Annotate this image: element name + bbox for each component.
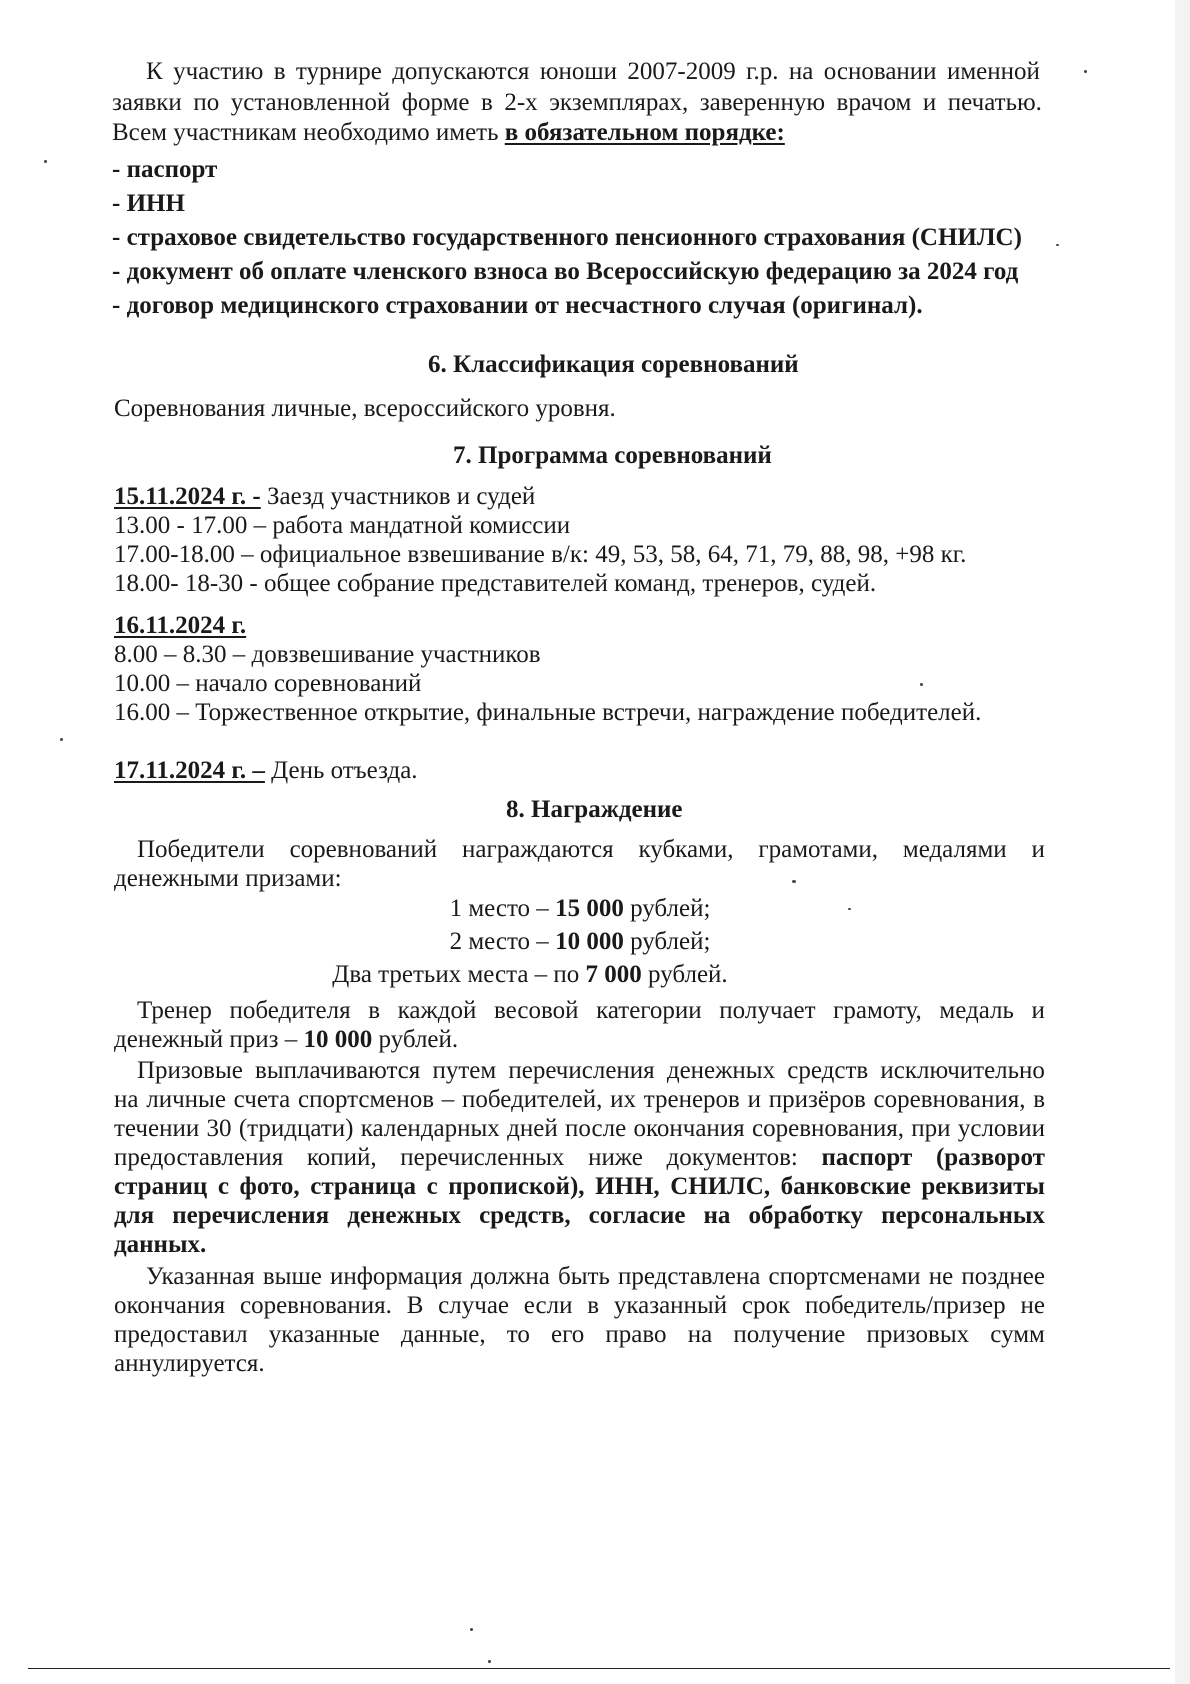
coach-prize-label: денежный приз –: [114, 1026, 304, 1053]
word: награждаются: [462, 836, 614, 863]
word: его: [551, 1321, 585, 1348]
word: В: [406, 1292, 424, 1319]
word: предоставления: [114, 1144, 284, 1171]
word: победителя: [229, 997, 351, 1024]
word: спортсменами: [768, 1263, 921, 1290]
prize-first-suffix: рублей;: [623, 895, 711, 922]
coach-line-2: [114, 1025, 458, 1055]
word: пропиской),: [448, 1173, 585, 1200]
word: календарных: [360, 1115, 500, 1142]
scan-speck: [1084, 70, 1087, 73]
word: предоставил: [114, 1321, 248, 1348]
awards-line-1: [137, 835, 1045, 865]
word: если: [523, 1292, 573, 1319]
word: допускаются: [392, 58, 530, 85]
deadline-line-4: аннулируется.: [114, 1350, 265, 1377]
awards-line-2: денежными призами:: [114, 865, 342, 892]
day-2-date: 16.11.2024 г.: [114, 612, 247, 639]
word: персональных: [881, 1202, 1045, 1229]
word: в: [587, 1292, 600, 1319]
prize-third-label: Два третьих места – по: [332, 961, 586, 988]
word: и: [747, 1086, 761, 1113]
word: на: [687, 1321, 713, 1348]
word: исключительно: [880, 1057, 1045, 1084]
word: денежных: [666, 1057, 776, 1084]
scan-speck: [488, 1660, 491, 1663]
document-item-insurance: - договор медицинского страховании от несчастного случая (оригинал).: [112, 292, 923, 319]
word: фото,: [239, 1173, 300, 1200]
word: должна: [470, 1263, 550, 1290]
word: соревнований: [289, 836, 438, 863]
word: К: [146, 58, 163, 85]
word: перечисления: [508, 1057, 655, 1084]
day-1-item: 17.00-18.00 – официальное взвешивание в/к: 49, 53, 58, 64, 71, 79, 88, 98, +98 кг.: [114, 541, 967, 568]
day-2-item: 16.00 – Торжественное открытие, финальные встречи, награждение победителей.: [114, 699, 982, 726]
word: течении: [114, 1115, 200, 1142]
word: ниже: [588, 1144, 643, 1171]
word: турнире: [295, 58, 382, 85]
prize-third-amount: 7 000: [585, 961, 642, 988]
document-item-snils: - страховое свидетельство государственного пенсионного страхования (СНИЛС): [112, 224, 1022, 251]
day-3-note: День отъезда.: [264, 757, 418, 784]
word: грамоту,: [833, 997, 922, 1024]
word: кубками,: [638, 836, 734, 863]
payment-line-4: [114, 1143, 1045, 1173]
prize-second: [380, 927, 780, 957]
word: указанные: [268, 1321, 380, 1348]
word: сумм: [990, 1321, 1045, 1348]
word: выше: [262, 1263, 322, 1290]
word: –: [441, 1086, 455, 1113]
word: форме: [401, 89, 470, 116]
deadline-line-2: [114, 1291, 1045, 1321]
scan-speck: [792, 880, 796, 883]
document-item-passport: - паспорт: [112, 156, 218, 183]
section-6-heading: 6. Классификация соревнований: [428, 351, 799, 378]
word: медаль: [939, 997, 1014, 1024]
word: 2007-2009: [627, 58, 736, 85]
word: дней: [507, 1115, 558, 1142]
payment-line-7: данных.: [114, 1231, 207, 1258]
word: обработку: [748, 1202, 864, 1229]
day-2-item: 8.00 – 8.30 – довзвешивание участников: [114, 641, 541, 668]
word: экземплярах,: [549, 89, 689, 116]
section-7-heading: 7. Программа соревнований: [453, 442, 772, 469]
document-item-fee: - документ об оплате членского взноса во Всероссийскую федерацию за 2024 год: [112, 258, 1019, 285]
word: основании: [823, 58, 937, 85]
day-2-item: 10.00 – начало соревнований: [114, 670, 422, 697]
word: печатью.: [947, 89, 1042, 116]
prize-first-amount: 15 000: [555, 895, 624, 922]
word: Призовые: [137, 1057, 243, 1084]
word: банковские: [780, 1173, 911, 1200]
intro-line-2: [112, 88, 1042, 118]
payment-line-2: [114, 1085, 1045, 1115]
intro-line-3: [112, 118, 785, 148]
section-6-text: Соревнования личные, всероссийского уровня.: [114, 395, 616, 422]
page-edge: [1175, 0, 1190, 1684]
day-1-note: Заезд участников и судей: [260, 483, 536, 510]
word: юноши: [539, 58, 617, 85]
coach-prize-suffix: рублей.: [372, 1026, 459, 1053]
bottom-rule: [28, 1668, 1170, 1669]
word: медалями: [902, 836, 1007, 863]
word: согласие: [588, 1202, 686, 1229]
word: для: [114, 1202, 155, 1229]
word: ИНН,: [595, 1173, 660, 1200]
document-item-inn: - ИНН: [112, 190, 185, 217]
word: реквизиты: [921, 1173, 1045, 1200]
word: именной: [946, 58, 1040, 85]
word: на: [788, 58, 814, 85]
word-bold: паспорт: [821, 1144, 913, 1171]
word: заявки: [112, 89, 182, 116]
word: указанный: [613, 1292, 728, 1319]
word: с: [217, 1173, 229, 1200]
word: на: [703, 1202, 731, 1229]
scan-speck: [848, 908, 851, 910]
word: после: [565, 1115, 627, 1142]
word: то: [506, 1321, 530, 1348]
word: перечисления: [172, 1202, 330, 1229]
day-3-date: 17.11.2024 г. –: [114, 757, 265, 784]
word: соревнования.: [239, 1292, 392, 1319]
word: средств,: [479, 1202, 571, 1229]
word: представлена: [618, 1263, 761, 1290]
word: перечисленных: [400, 1144, 565, 1171]
word: 2-х: [504, 89, 538, 116]
prize-third: [280, 960, 780, 990]
word: Тренер: [137, 997, 212, 1024]
scan-speck: [470, 1628, 473, 1631]
day-1-item: 18.00- 18-30 - общее собрание представителей команд, тренеров, судей.: [114, 570, 877, 597]
word: врачом: [836, 89, 912, 116]
word: и: [922, 89, 937, 116]
word: соревнования,: [752, 1115, 904, 1142]
section-8-heading: 8. Награждение: [506, 796, 683, 823]
word: случае: [438, 1292, 510, 1319]
prize-first: [380, 894, 780, 924]
day-1-date: 15.11.2024 г. -: [114, 483, 261, 510]
word: категории: [596, 997, 702, 1024]
word: выплачиваются: [255, 1057, 421, 1084]
payment-line-6: [114, 1201, 1045, 1231]
word: и: [1031, 836, 1045, 863]
word: средств: [787, 1057, 869, 1084]
mandatory-emphasis: в обязательном порядке:: [504, 119, 785, 146]
word: в: [368, 997, 381, 1024]
prize-second-suffix: рублей;: [623, 928, 711, 955]
coach-line-1: [137, 996, 1045, 1026]
word: по: [193, 89, 220, 116]
day-1-item: 13.00 - 17.00 – работа мандатной комиссии: [114, 512, 571, 539]
word: призовых: [866, 1321, 970, 1348]
intro-line-3-text: Всем участникам необходимо иметь: [112, 119, 505, 146]
word: денежных: [347, 1202, 462, 1229]
scan-speck: [44, 160, 47, 163]
scan-speck: [920, 683, 923, 686]
word: данные,: [400, 1321, 486, 1348]
word: страница: [310, 1173, 417, 1200]
day-3-header: [114, 756, 418, 786]
word: заверенную: [699, 89, 826, 116]
word: каждой: [397, 997, 477, 1024]
word: счета: [233, 1086, 291, 1113]
word: срок: [741, 1292, 791, 1319]
word: победителей,: [462, 1086, 603, 1113]
word: призёров: [768, 1086, 866, 1113]
word: соревнования,: [873, 1086, 1026, 1113]
word: в: [481, 89, 493, 116]
word: Победители: [137, 836, 265, 863]
word: Указанная: [146, 1263, 255, 1290]
word: при: [911, 1115, 951, 1142]
word: и: [1031, 997, 1045, 1024]
word: личные: [146, 1086, 226, 1113]
word: информация: [329, 1263, 463, 1290]
word: СНИЛС,: [670, 1173, 771, 1200]
payment-line-5: [114, 1172, 1045, 1202]
word: получает: [719, 997, 816, 1024]
word: грамотами,: [758, 836, 878, 863]
word: быть: [558, 1263, 610, 1290]
word: победитель/призер: [804, 1292, 1006, 1319]
word: не: [1020, 1292, 1045, 1319]
word: получение: [733, 1321, 846, 1348]
payment-line-1: [137, 1056, 1045, 1086]
word: окончания: [114, 1292, 226, 1319]
prize-third-suffix: рублей.: [641, 961, 728, 988]
word: их: [610, 1086, 637, 1113]
word: на: [114, 1086, 139, 1113]
word: условии: [957, 1115, 1045, 1142]
word: копий,: [306, 1144, 377, 1171]
word: г.р.: [746, 58, 779, 85]
deadline-line-1: [146, 1262, 1045, 1292]
word: участию: [173, 58, 264, 85]
prize-first-label: 1 место –: [449, 895, 556, 922]
word: в: [1033, 1086, 1045, 1113]
word: спортсменов: [297, 1086, 435, 1113]
day-1-header: [114, 482, 535, 512]
payment-line-3: [114, 1114, 1045, 1144]
deadline-line-3: [114, 1320, 1045, 1350]
word: тренеров: [643, 1086, 740, 1113]
prize-second-amount: 10 000: [555, 928, 624, 955]
word: установленной: [230, 89, 391, 116]
prize-second-label: 2 место –: [449, 928, 556, 955]
intro-line-1: [146, 57, 1040, 87]
word: в: [273, 58, 286, 85]
word: 30: [206, 1115, 232, 1142]
scan-speck: [1056, 244, 1059, 246]
word: не: [928, 1263, 954, 1290]
word: позднее: [961, 1263, 1045, 1290]
word: весовой: [493, 997, 579, 1024]
word: путем: [432, 1057, 497, 1084]
coach-prize-amount: 10 000: [303, 1026, 373, 1053]
word: с: [426, 1173, 438, 1200]
word-bold: (разворот: [935, 1144, 1045, 1171]
word: документов:: [666, 1144, 798, 1171]
word: право: [605, 1321, 667, 1348]
word: (тридцати): [238, 1115, 354, 1142]
word: страниц: [114, 1173, 208, 1200]
word: окончания: [633, 1115, 745, 1142]
scan-speck: [60, 738, 63, 741]
